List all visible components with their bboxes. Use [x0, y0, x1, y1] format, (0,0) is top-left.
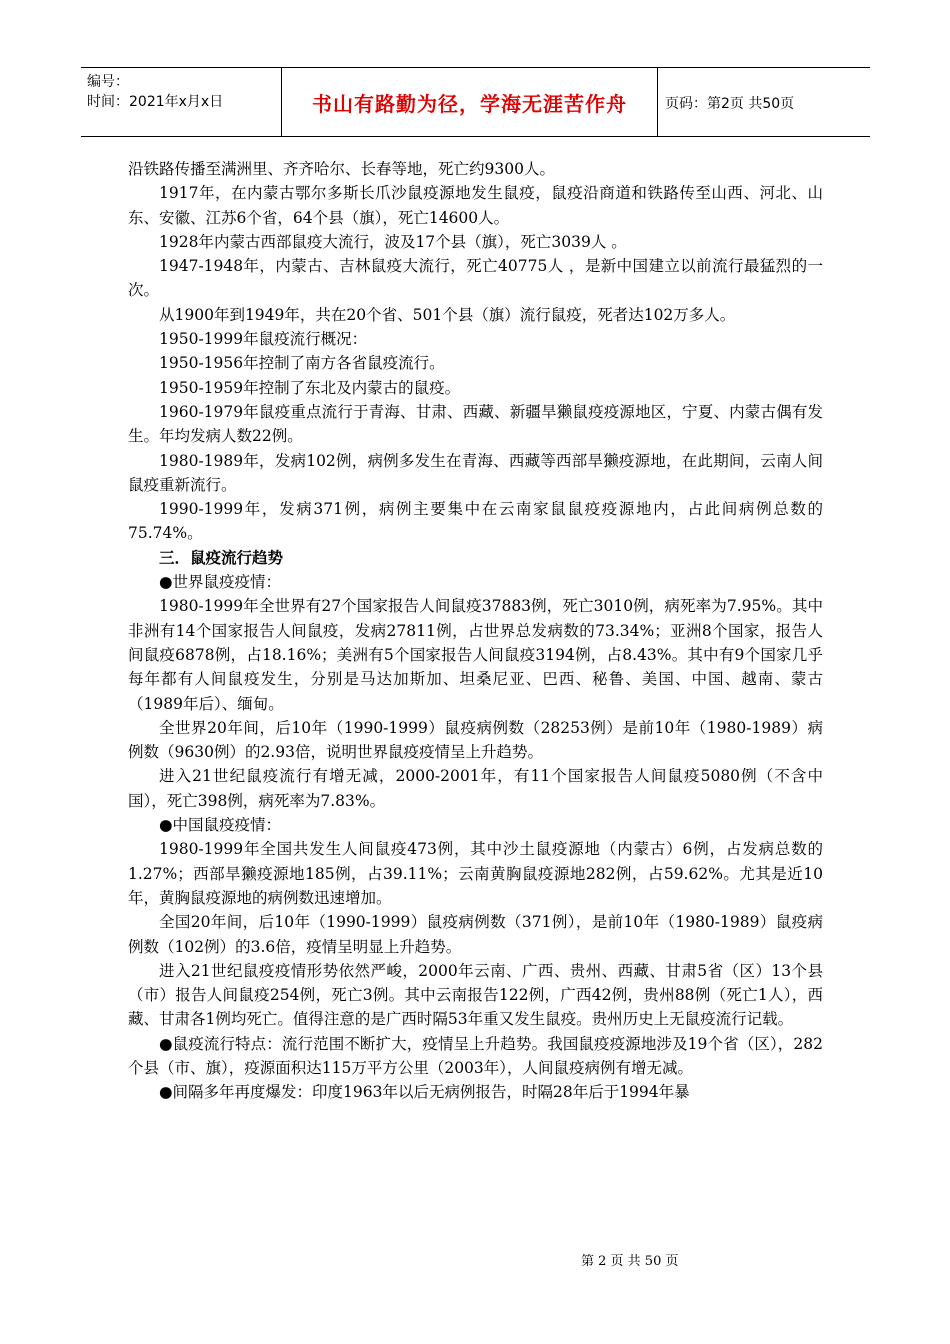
- paragraph: 1980-1989年，发病102例，病例多发生在青海、西藏等西部旱獭疫源地，在此期间，云南人间鼠疫重新流行。: [128, 451, 823, 494]
- paragraph: 进入21世纪鼠疫疫情形势依然严峻，2000年云南、广西、贵州、西藏、甘肃5省（区）13个县（市）报告人间鼠疫254例，死亡3例。其中云南报告122例，广西42例，贵州88例（死亡1人），西藏、甘肃各1例均死亡。值得注意的是广西时隔53年重又发生鼠疫。贵州历史上无鼠疫流行记载。: [128, 961, 823, 1029]
- paragraph: 1980-1999年全世界有27个国家报告人间鼠疫37883例，死亡3010例，病死率为7.95%。其中非洲有14个国家报告人间鼠疫，发病27811例，占世界总发病数的73.34%；亚洲8个国家，报告人间鼠疫6878例，占18.16%；美洲有5个国家报告人间鼠疫3194例，占8.43%。其中有9个国家几乎每年都有人间鼠疫发生，分别是马达加斯加、坦桑尼亚、巴西、秘鲁、美国、中国、越南、蒙古（1989年后）、缅甸。: [128, 597, 823, 713]
- paragraph: ●间隔多年再度爆发：印度1963年以后无病例报告，时隔28年后于1994年暴: [159, 1083, 690, 1102]
- paragraph: 1960-1979年鼠疫重点流行于青海、甘肃、西藏、新疆旱獭鼠疫疫源地区，宁夏、内蒙古偶有发生。年均发病人数22例。: [128, 402, 823, 446]
- document-body: [128, 157, 823, 1105]
- paragraph: 全世界20年间，后10年（1990-1999）鼠疫病例数（28253例）是前10年（1980-1989）病例数（9630例）的2.93倍，说明世界鼠疫疫情呈上升趋势。: [128, 718, 823, 762]
- paragraph: ●中国鼠疫疫情：: [159, 816, 282, 835]
- paragraph: 进入21世纪鼠疫流行有增无减，2000-2001年，有11个国家报告人间鼠疫5080例（不含中国），死亡398例，病死率为7.83%。: [128, 767, 823, 810]
- document-time-label: 时间：2021年x月x日: [87, 94, 224, 110]
- page-header: [81, 67, 870, 137]
- paragraph: 1990-1999年，发病371例，病例主要集中在云南家鼠鼠疫疫源地内，占此间病例总数的75.74%。: [128, 500, 823, 543]
- paragraph: 1950-1956年控制了南方各省鼠疫流行。: [159, 354, 445, 373]
- paragraph: 1928年内蒙古西部鼠疫大流行，波及17个县（旗），死亡3039人 。: [159, 232, 627, 251]
- section-heading: 三．鼠疫流行趋势: [159, 548, 284, 567]
- page-footer: 第 2 页 共 50 页: [581, 1254, 679, 1269]
- paragraph: 1950-1999年鼠疫流行概况：: [159, 330, 368, 349]
- document-number-label: 编号：: [87, 74, 129, 90]
- paragraph: 从1900年到1949年，共在20个省、501个县（旗）流行鼠疫，死者达102万多人。: [159, 305, 736, 324]
- header-page-info: 页码：第2页 共50页: [665, 96, 795, 112]
- paragraph: ●鼠疫流行特点：流行范围不断扩大，疫情呈上升趋势。我国鼠疫疫源地涉及19个省（区），282个县（市、旗），疫源面积达115万平方公里（2003年），人间鼠疫病例有增无减。: [128, 1034, 823, 1077]
- paragraph: 全国20年间，后10年（1990-1999）鼠疫病例数（371例），是前10年（1980-1989）鼠疫病例数（102例）的3.6倍，疫情呈明显上升趋势。: [128, 913, 823, 956]
- paragraph: 1950-1959年控制了东北及内蒙古的鼠疫。: [159, 378, 461, 397]
- motto-text: 书山有路勤为径，学海无涯苦作舟: [312, 91, 627, 116]
- paragraph: 沿铁路传播至满洲里、齐齐哈尔、长春等地，死亡约9300人。: [128, 160, 555, 178]
- paragraph: 1917年，在内蒙古鄂尔多斯长爪沙鼠疫源地发生鼠疫，鼠疫沿商道和铁路传至山西、河北、山东、安徽、江苏6个省，64个县（旗），死亡14600人。: [128, 184, 823, 227]
- paragraph: ●世界鼠疫疫情：: [159, 573, 282, 592]
- header-meta: [81, 68, 282, 136]
- paragraph: 1947-1948年，内蒙古、吉林鼠疫大流行，死亡40775人 ，是新中国建立以前流行最猛烈的一次。: [128, 257, 823, 300]
- paragraph: 1980-1999年全国共发生人间鼠疫473例，其中沙土鼠疫源地（内蒙古）6例，占发病总数的1.27%；西部旱獭疫源地185例，占39.11%；云南黄胸鼠疫源地282例，占59.62%。尤其是近10年，黄胸鼠疫源地的病例数迅速增加。: [128, 840, 823, 907]
- header-motto: [282, 68, 658, 136]
